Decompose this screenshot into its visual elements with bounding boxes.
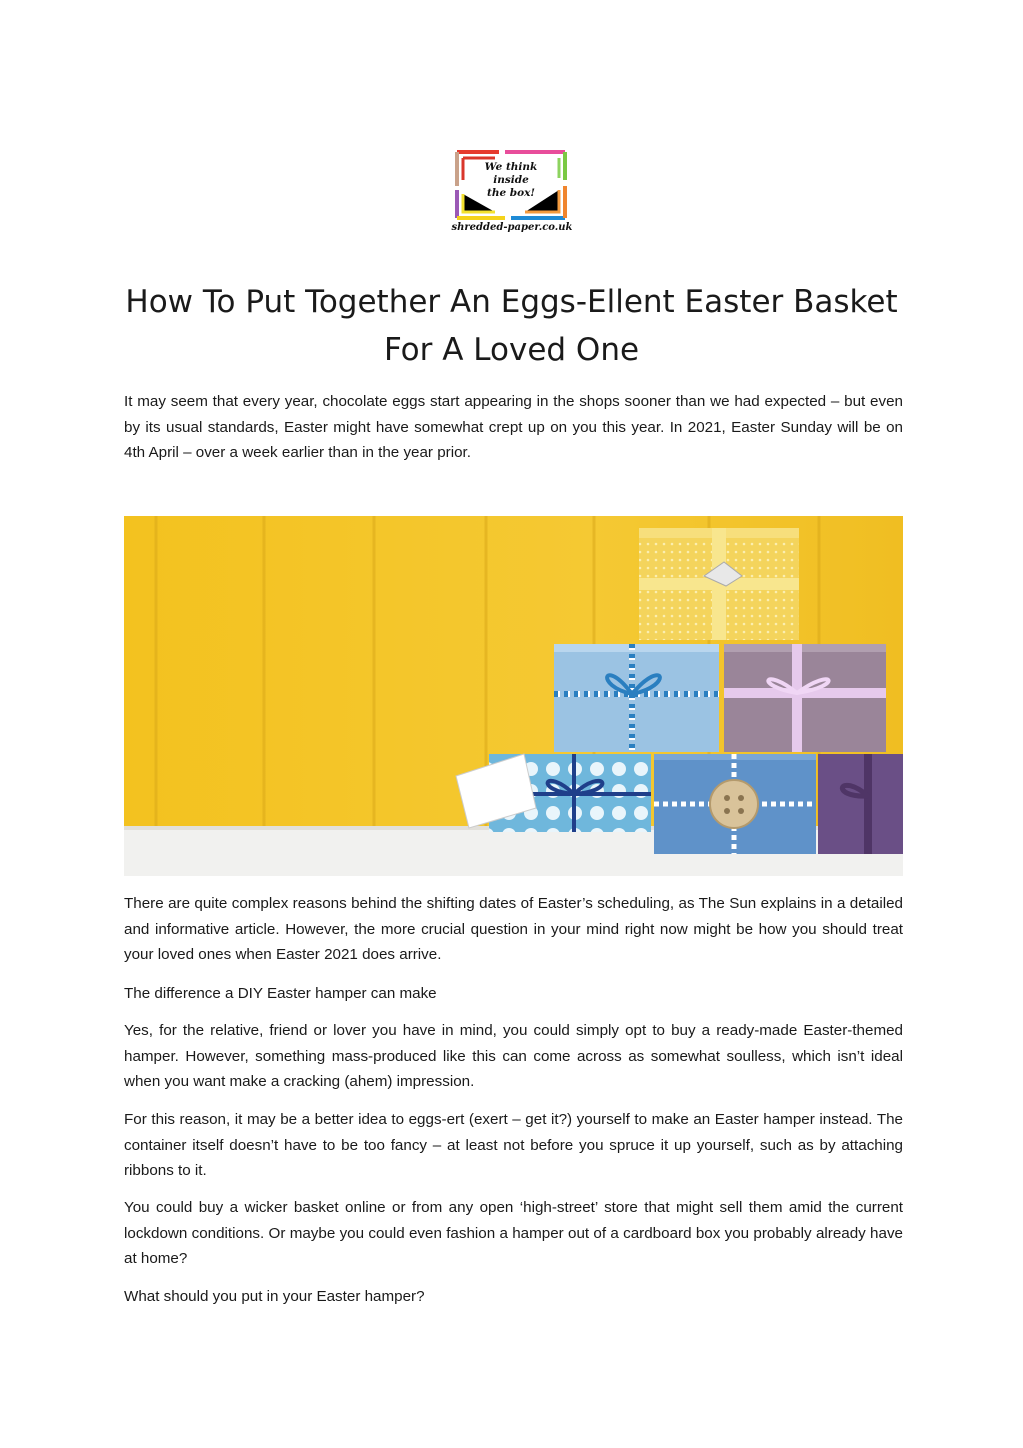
logo-tagline bbox=[473, 161, 549, 200]
article-title-line-1: How To Put Together An Eggs-Ellent Easter Basket bbox=[125, 284, 898, 320]
body-paragraph-2: Yes, for the relative, friend or lover you have in mind, you could simply opt to buy a ready-made Easter-themed hamper. However, something mass-produced like this can come across as somewhat soulless, which isn’t ideal when you want make a cracking (ahem) impression. bbox=[124, 1022, 903, 1090]
body-paragraph-3: For this reason, it may be a better idea to eggs-ert (exert – get it?) yourself to make an Easter hamper instead. The container itself doesn’t have to be too fancy – at least not before you spruce it up yourself, such as by attaching ribbons to it. bbox=[124, 1111, 903, 1179]
logo-url: shredded-paper.co.uk bbox=[451, 222, 573, 233]
body-paragraph-4: You could buy a wicker basket online or from any open ‘high-street’ store that might sell them amid the current lockdown conditions. Or maybe you could even fashion a hamper out of a cardboard box you probably already have at home? bbox=[124, 1199, 903, 1267]
intro-paragraph: It may seem that every year, chocolate eggs start appearing in the shops sooner than we had expected – but even by its usual standards, Easter might have somewhat crept up on you this year. In 2021, Easter Sunday will be on 4th April – over a week earlier than in the year prior. bbox=[124, 393, 903, 461]
hero-image-gift-boxes bbox=[124, 516, 903, 876]
section-heading-diy-hamper: The difference a DIY Easter hamper can make bbox=[124, 985, 437, 1002]
gift-box-blue bbox=[654, 754, 816, 854]
gift-box-purple bbox=[818, 754, 903, 854]
section-heading-what-to-put: What should you put in your Easter hamper? bbox=[124, 1288, 425, 1305]
gift-box-yellow bbox=[639, 528, 799, 640]
body-paragraph-1: There are quite complex reasons behind the shifting dates of Easter’s scheduling, as The Sun explains in a detailed and informative article. However, the more crucial question in your mind right now might be how you should treat your loved ones when Easter 2021 does arrive. bbox=[124, 895, 903, 963]
gift-box-mauve bbox=[724, 644, 886, 752]
gift-boxes-illustration bbox=[124, 516, 903, 876]
logo-line-1: We think bbox=[484, 161, 538, 173]
logo-line-2: inside bbox=[493, 174, 529, 186]
logo-line-3: the box! bbox=[486, 187, 536, 199]
site-logo bbox=[449, 146, 575, 238]
gift-box-light-blue bbox=[554, 644, 719, 752]
article-title-line-2: For A Loved One bbox=[383, 332, 640, 368]
article-title bbox=[100, 278, 923, 374]
